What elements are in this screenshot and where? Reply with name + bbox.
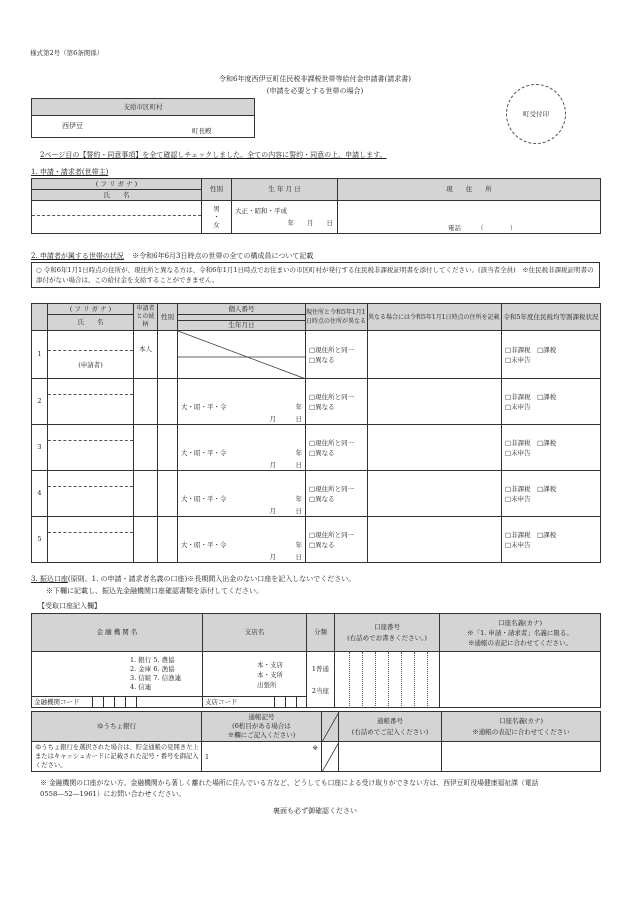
category-header: 分類 bbox=[307, 614, 335, 652]
bank-code-box[interactable] bbox=[103, 697, 114, 708]
household-row bbox=[32, 379, 601, 425]
date-units: 年 月 日 bbox=[287, 218, 333, 227]
tax-options[interactable] bbox=[502, 471, 601, 517]
yucho-holder-header bbox=[442, 712, 601, 742]
holder-title: 口座名義(カナ) bbox=[497, 618, 543, 627]
relation-header: 申請者との続柄 bbox=[134, 304, 158, 331]
yucho-holder-cell[interactable] bbox=[442, 742, 601, 772]
yucho-note: ゆうちょ銀行を選択された場合は、貯金通帳の見開き左上またはキャッシュカードに記載された記号・番号を御記入ください。 bbox=[32, 742, 202, 772]
bank-account-table bbox=[31, 613, 601, 708]
mynumber-birth-cell[interactable] bbox=[178, 425, 306, 471]
year-label: 年 bbox=[295, 495, 302, 503]
birth-header: 生 年 月 日 bbox=[232, 179, 338, 201]
household-table bbox=[31, 303, 601, 563]
account-digit-box[interactable] bbox=[401, 652, 414, 708]
mynumber-birth-cell[interactable] bbox=[178, 379, 306, 425]
applicant-sex-cell[interactable] bbox=[202, 201, 232, 234]
section3-subnote: ※下欄に記載し、振込先金融機関口座確認書類を添付してください。 bbox=[46, 587, 263, 595]
year-label: 年 bbox=[295, 449, 302, 457]
household-row bbox=[32, 517, 601, 563]
category-cell[interactable] bbox=[307, 652, 335, 708]
applicant-birth-cell[interactable] bbox=[232, 201, 338, 234]
bank-type-1: 1. 銀行 5. 農協 bbox=[130, 656, 175, 664]
pledge-text: 2ページ目の【誓約・同意事項】を全て確認しチェックしました。全ての内容に誓約・同意の上、申請します。 bbox=[40, 151, 387, 159]
slash-mark bbox=[178, 331, 306, 379]
addr-same-option[interactable]: □現住所と同一 bbox=[309, 438, 355, 447]
row-number-header bbox=[32, 304, 48, 331]
hh-name-cell[interactable] bbox=[48, 517, 134, 563]
payer-box bbox=[31, 98, 255, 138]
era-options: 大正・昭和・平成 bbox=[235, 206, 287, 215]
page-title: 令和6年度西伊豆町住民税非課税世帯等給付金申請書(請求書) bbox=[219, 75, 411, 83]
bank-code-box[interactable] bbox=[92, 697, 103, 708]
symbol-sub2: ※欄にご記入ください) bbox=[227, 731, 296, 739]
bank-code-row bbox=[32, 696, 203, 708]
birth-era-line bbox=[178, 541, 305, 550]
yucho-divider-cell bbox=[322, 742, 339, 772]
era-options: 大・昭・平・令 bbox=[181, 449, 227, 457]
yucho-table bbox=[31, 711, 601, 772]
branch-type-1: 本・支店 bbox=[257, 661, 283, 669]
passbook-number-cell[interactable] bbox=[339, 742, 442, 772]
sex-header: 性別 bbox=[202, 179, 232, 201]
hh-name-cell[interactable] bbox=[48, 379, 134, 425]
passbook-symbol-cell[interactable] bbox=[202, 742, 322, 772]
jan1-header: 現住所と令和5年1月1日時点の住所が異なる bbox=[306, 304, 368, 331]
applicant-table bbox=[31, 178, 601, 234]
relation-cell[interactable] bbox=[134, 517, 158, 563]
tax-options[interactable] bbox=[502, 379, 601, 425]
number-sub: (右詰めでご記入ください) bbox=[351, 727, 429, 736]
row-number: 2 bbox=[32, 379, 48, 425]
bank-type-3: 3. 信組 7. 信漁連 bbox=[130, 674, 182, 682]
section2-heading-note: ※令和6年6月3日時点の世帯の全ての構成員について記載 bbox=[132, 252, 314, 260]
tax-options[interactable] bbox=[502, 425, 601, 471]
account-digit-box[interactable] bbox=[414, 652, 427, 708]
household-row bbox=[32, 425, 601, 471]
symbol-sub1: (6桁目がある場合は bbox=[232, 722, 291, 730]
symbol-one: 1 bbox=[205, 753, 210, 761]
stamp-label: 町受付印 bbox=[523, 110, 549, 118]
section2-heading-wrap bbox=[31, 251, 313, 261]
birth-era-line bbox=[178, 403, 305, 412]
jan1-options[interactable] bbox=[306, 379, 368, 425]
account-digit-boxes[interactable] bbox=[349, 652, 440, 708]
tax-option-2[interactable]: □未申告 bbox=[505, 355, 531, 364]
category-ordinary[interactable]: 1普通 bbox=[311, 664, 330, 673]
hh-sex-cell[interactable] bbox=[158, 331, 178, 379]
branch-name-header: 支店名 bbox=[203, 614, 307, 652]
payer-box-header: 支給市区町村 bbox=[32, 99, 254, 116]
era-options: 大・昭・平・令 bbox=[181, 495, 227, 503]
yucho-divider-cell bbox=[322, 712, 339, 742]
applicant-name-cell[interactable] bbox=[32, 201, 202, 234]
hh-sex-cell[interactable] bbox=[158, 425, 178, 471]
category-current[interactable]: 2当座 bbox=[311, 686, 330, 695]
diff-address-cell[interactable] bbox=[368, 471, 502, 517]
hh-birth-header: 生年月日 bbox=[178, 321, 306, 331]
diff-address-header: 異なる場合には令和5年1月1日時点の住所を記載 bbox=[368, 304, 502, 331]
jan1-options[interactable] bbox=[306, 331, 368, 379]
hh-furigana-field[interactable] bbox=[48, 476, 133, 487]
addr-diff-option[interactable]: □異なる bbox=[309, 355, 335, 364]
year-label: 年 bbox=[295, 403, 302, 411]
relation-cell[interactable] bbox=[134, 425, 158, 471]
account-number-sub: (右詰めでお書きください。) bbox=[347, 633, 427, 642]
hh-furigana-header: ( フ リ ガ ナ ) bbox=[48, 304, 134, 315]
bank-code-label: 金融機関コード bbox=[34, 698, 80, 706]
row-number: 1 bbox=[32, 331, 48, 379]
addr-diff-option[interactable]: □異なる bbox=[309, 448, 335, 457]
tax-option-2[interactable]: □未申告 bbox=[505, 448, 531, 457]
sex-male: 男 bbox=[213, 205, 220, 213]
payer-suffix: 町長殿 bbox=[192, 127, 212, 135]
tax-options[interactable] bbox=[502, 331, 601, 379]
section2-note: ○ 令和6年1月1日時点の住所が、現住所と異なる方は、令和6年1月1日時点でお住まいの市区町村が発行する住民税非課税証明書を添付してください。(該当者全員) ※住民税非課税証明書の添付がない場合は、この給付金を支給することができません。 bbox=[31, 262, 600, 288]
era-options: 大・昭・平・令 bbox=[181, 403, 227, 411]
account-number-cell[interactable] bbox=[335, 652, 440, 708]
tax-option-2[interactable]: □未申告 bbox=[505, 402, 531, 411]
hh-furigana-field[interactable] bbox=[48, 522, 133, 533]
section3-heading-wrap bbox=[31, 574, 355, 584]
slash-mark bbox=[322, 712, 339, 742]
tax-option-2[interactable]: □未申告 bbox=[505, 494, 531, 503]
era-options: 大・昭・平・令 bbox=[181, 541, 227, 549]
symbol-title: 通帳記号 bbox=[248, 713, 275, 721]
hh-sex-cell[interactable] bbox=[158, 471, 178, 517]
tax-status-header: 令和5年度住民税均等割課税状況 bbox=[502, 304, 601, 331]
account-number-header bbox=[335, 614, 440, 652]
addr-diff-option[interactable]: □異なる bbox=[309, 540, 335, 549]
jan1-options[interactable] bbox=[306, 471, 368, 517]
section2-heading: 2. 申請者が属する世帯の状況 bbox=[31, 252, 124, 260]
row-number: 5 bbox=[32, 517, 48, 563]
account-digit-box[interactable] bbox=[349, 652, 362, 708]
hh-name-cell[interactable] bbox=[48, 331, 134, 379]
bank-code-box[interactable] bbox=[114, 697, 125, 708]
diff-address-cell[interactable] bbox=[368, 331, 502, 379]
month-day-label: 月 日 bbox=[269, 507, 302, 515]
diff-address-cell[interactable] bbox=[368, 379, 502, 425]
mynumber-birth-cell bbox=[178, 331, 306, 379]
hh-name-cell[interactable] bbox=[48, 471, 134, 517]
passbook-number-header bbox=[339, 712, 442, 742]
branch-name-cell[interactable] bbox=[203, 652, 307, 708]
account-digit-box[interactable] bbox=[375, 652, 388, 708]
account-holder-header bbox=[440, 614, 601, 652]
name-header: 氏 名 bbox=[32, 190, 202, 201]
jan1-options[interactable] bbox=[306, 517, 368, 563]
applicant-furigana-field[interactable] bbox=[32, 201, 201, 216]
section3-heading: 3. 振込口座 bbox=[31, 575, 68, 583]
yucho-header: ゆうちょ銀行 bbox=[32, 712, 202, 742]
hh-sex-cell[interactable] bbox=[158, 517, 178, 563]
relation-cell: 本人 bbox=[134, 331, 158, 379]
section1-heading: 1. 申請・請求者(世帯主) bbox=[31, 168, 109, 176]
addr-same-option[interactable]: □現住所と同一 bbox=[309, 530, 355, 539]
mynumber-header: 個人番号 bbox=[178, 304, 306, 315]
payer-town: 西伊豆 bbox=[62, 122, 83, 130]
account-digit-box[interactable] bbox=[427, 652, 440, 708]
year-label: 年 bbox=[295, 541, 302, 549]
bank-type-4: 4. 信連 bbox=[130, 683, 152, 691]
addr-same-option[interactable]: □現住所と同一 bbox=[309, 392, 355, 401]
section3-heading-detail: (原則、1. の申請・請求者名義の口座)※長期間入出金のない口座を記入しないでください。 bbox=[67, 575, 356, 583]
hh-name-header: 氏 名 bbox=[48, 315, 134, 331]
yucho-holder-sub: ※通帳の表記に合わせてください bbox=[472, 727, 570, 736]
branch-code-box[interactable] bbox=[285, 697, 296, 708]
applicant-address-cell[interactable] bbox=[338, 201, 601, 234]
applicant-label: (申請者) bbox=[78, 360, 103, 369]
account-digit-box[interactable] bbox=[388, 652, 401, 708]
number-title: 通帳番号 bbox=[377, 716, 403, 725]
account-number-title: 口座番号 bbox=[374, 622, 400, 631]
branch-code-box[interactable] bbox=[274, 697, 285, 708]
addr-diff-option[interactable]: □異なる bbox=[309, 402, 335, 411]
household-row bbox=[32, 331, 601, 379]
bank-code-box[interactable] bbox=[125, 697, 137, 708]
account-digit-box[interactable] bbox=[362, 652, 375, 708]
jan1-options[interactable] bbox=[306, 425, 368, 471]
row-number: 3 bbox=[32, 425, 48, 471]
hh-furigana-field[interactable] bbox=[48, 384, 133, 395]
hh-furigana-field[interactable] bbox=[48, 340, 133, 351]
tax-option-1[interactable]: □非課税 □課税 bbox=[505, 484, 557, 493]
footer-note: ※ 金融機関の口座がない方、金融機関から著しく離れた場所に住んでいる方など、どうしても口座による受け取りができない方は、西伊豆町役場健康福祉課（電話0558―52―1961）にお問い合わせください。 bbox=[40, 779, 539, 798]
holder-sub2: ※通帳の表記に合わせてください。 bbox=[468, 638, 572, 647]
branch-code-row bbox=[203, 696, 307, 708]
hh-sex-cell[interactable] bbox=[158, 379, 178, 425]
addr-diff-option[interactable]: □異なる bbox=[309, 494, 335, 503]
bank-type-list bbox=[130, 656, 181, 692]
relation-cell[interactable] bbox=[134, 379, 158, 425]
month-day-label: 月 日 bbox=[269, 461, 302, 469]
furigana-header: ( フ リ ガ ナ ) bbox=[32, 179, 202, 190]
slash-mark bbox=[322, 742, 339, 772]
holder-sub1: ※「1. 申請・請求者」名義に限る。 bbox=[467, 628, 573, 637]
birth-era-line bbox=[178, 449, 305, 458]
receipt-label: 【受取口座記入欄】 bbox=[38, 602, 101, 610]
reception-stamp-area bbox=[506, 84, 566, 144]
tax-options[interactable] bbox=[502, 517, 601, 563]
month-day-label: 月 日 bbox=[269, 415, 302, 423]
mynumber-birth-cell[interactable] bbox=[178, 471, 306, 517]
footer-back-note: 裏面も必ず御確認ください bbox=[273, 807, 357, 815]
addr-same-option[interactable]: □現住所と同一 bbox=[309, 484, 355, 493]
row-number: 4 bbox=[32, 471, 48, 517]
birth-era-line bbox=[178, 495, 305, 504]
relation-cell[interactable] bbox=[134, 471, 158, 517]
branch-code-label: 支店コード bbox=[205, 698, 238, 706]
branch-type-3: 出張所 bbox=[257, 681, 277, 689]
tax-option-1[interactable]: □非課税 □課税 bbox=[505, 530, 557, 539]
hh-sex-header: 性別 bbox=[158, 304, 178, 331]
account-holder-cell[interactable] bbox=[440, 652, 601, 708]
passbook-symbol-header bbox=[202, 712, 322, 742]
diff-address-cell[interactable] bbox=[368, 517, 502, 563]
branch-code-box[interactable] bbox=[296, 697, 306, 708]
branch-type-2: 本・支所 bbox=[257, 671, 283, 679]
bank-name-cell[interactable] bbox=[32, 652, 203, 708]
yucho-holder-title: 口座名義(カナ) bbox=[498, 716, 544, 725]
bank-name-header: 金 融 機 関 名 bbox=[32, 614, 203, 652]
hh-furigana-field[interactable] bbox=[48, 430, 133, 441]
mynumber-birth-cell[interactable] bbox=[178, 517, 306, 563]
form-number: 様式第2号（第6条関係） bbox=[30, 49, 104, 57]
addr-same-option[interactable]: □現住所と同一 bbox=[309, 345, 355, 354]
tax-option-1[interactable]: □非課税 □課税 bbox=[505, 345, 557, 354]
sex-dot: ・ bbox=[213, 213, 220, 221]
page-subtitle: (申請を必要とする世帯の場合) bbox=[266, 87, 364, 95]
address-header: 現 住 所 bbox=[338, 179, 601, 201]
hh-name-cell[interactable] bbox=[48, 425, 134, 471]
branch-type-list bbox=[257, 660, 283, 690]
sex-female: 女 bbox=[213, 221, 220, 229]
bank-type-2: 2. 金庫 6. 漁協 bbox=[130, 665, 175, 673]
tax-option-1[interactable]: □非課税 □課税 bbox=[505, 438, 557, 447]
tax-option-2[interactable]: □未申告 bbox=[505, 540, 531, 549]
diff-address-cell[interactable] bbox=[368, 425, 502, 471]
month-day-label: 月 日 bbox=[269, 553, 302, 561]
symbol-star: ※ bbox=[312, 744, 318, 752]
household-row bbox=[32, 471, 601, 517]
phone-line: 電話 （ ） bbox=[448, 224, 517, 232]
tax-option-1[interactable]: □非課税 □課税 bbox=[505, 392, 557, 401]
